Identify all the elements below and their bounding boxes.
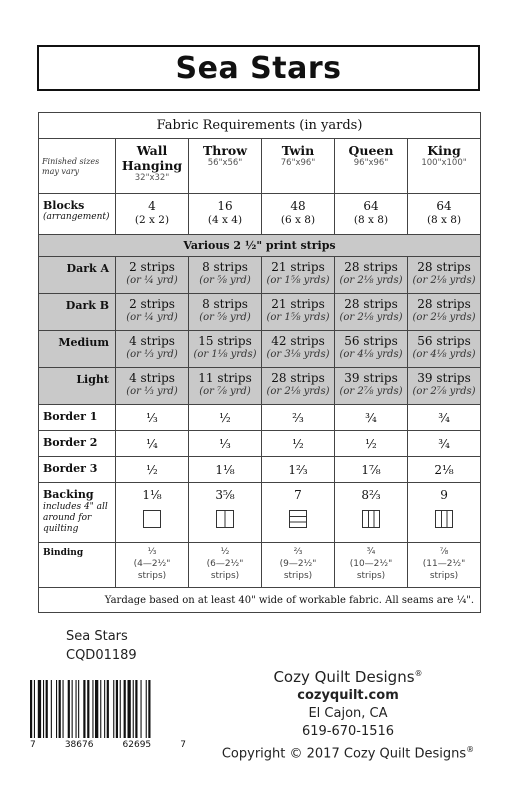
pattern-title: Sea Stars: [175, 50, 342, 86]
binding-label: Binding: [39, 543, 116, 588]
strip-cell: 28 strips (or 2⅛ yrds): [408, 294, 481, 331]
size-header: Twin 76"x96": [262, 139, 335, 194]
border-cell: ½: [335, 431, 408, 457]
backing-diagram-3-vertical: [435, 510, 453, 528]
border-cell: ¾: [408, 431, 481, 457]
strip-cell: 11 strips (or ⅞ yrd): [189, 368, 262, 405]
strip-row-label: Medium: [39, 331, 116, 368]
binding-cell: ¾ (10—2½" strips): [335, 543, 408, 588]
border-cell: 1⅛: [189, 457, 262, 483]
company-phone: 619-670-1516: [301, 724, 395, 739]
blocks-cell: 4 (2 x 2): [116, 194, 189, 235]
company-city: El Cajon, CA: [308, 706, 388, 721]
backing-cell: 7: [262, 483, 335, 543]
title-box: [37, 45, 480, 91]
company-name: Cozy Quilt Designs®: [273, 668, 423, 686]
border-cell: ⅔: [262, 405, 335, 431]
strip-cell: 4 strips (or ⅓ yrd): [116, 331, 189, 368]
strip-cell: 28 strips (or 2⅛ yrds): [335, 294, 408, 331]
backing-diagram-1-panel: [143, 510, 161, 528]
barcode: [30, 680, 186, 738]
strip-row-label: Dark B: [39, 294, 116, 331]
copyright: Copyright © 2017 Cozy Quilt Designs®: [221, 745, 475, 762]
various-strips-header: Various 2 ½" print strips: [39, 235, 481, 257]
border-cell: ¼: [116, 431, 189, 457]
border-cell: ¾: [335, 405, 408, 431]
strip-cell: 8 strips (or ⅝ yrd): [189, 294, 262, 331]
strip-cell: 2 strips (or ¼ yrd): [116, 294, 189, 331]
backing-cell: 9: [408, 483, 481, 543]
company-url: cozyquilt.com: [297, 688, 399, 703]
border-1-label: Border 1: [39, 405, 116, 431]
strip-cell: 15 strips (or 1⅛ yrds): [189, 331, 262, 368]
company-info: [218, 664, 478, 763]
binding-cell: ⅓ (4—2½" strips): [116, 543, 189, 588]
finished-sizes-note: Finished sizes may vary: [39, 139, 116, 194]
strip-cell: 56 strips (or 4⅛ yrds): [408, 331, 481, 368]
blocks-cell: 64 (8 x 8): [335, 194, 408, 235]
blocks-cell: 16 (4 x 4): [189, 194, 262, 235]
strip-cell: 8 strips (or ⅝ yrd): [189, 257, 262, 294]
barcode-digit-group: 7: [180, 740, 186, 750]
border-cell: ¾: [408, 405, 481, 431]
border-cell: ½: [189, 405, 262, 431]
strip-cell: 28 strips (or 2⅛ yrds): [335, 257, 408, 294]
border-cell: ½: [116, 457, 189, 483]
strip-cell: 28 strips (or 2⅛ yrds): [262, 368, 335, 405]
barcode-digit-group: 62695: [122, 740, 152, 750]
size-header: Wall Hanging 32"x32": [116, 139, 189, 194]
backing-diagram-3-horizontal: [289, 510, 307, 528]
backing-label: Backing includes 4" all around for quilting: [39, 483, 116, 543]
fabric-requirements-table: [38, 112, 481, 613]
size-header: Queen 96"x96": [335, 139, 408, 194]
border-cell: ⅓: [189, 431, 262, 457]
size-header: Throw 56"x56": [189, 139, 262, 194]
strip-cell: 56 strips (or 4⅛ yrds): [335, 331, 408, 368]
border-cell: 1⅞: [335, 457, 408, 483]
strip-row-label: Dark A: [39, 257, 116, 294]
table-caption: Fabric Requirements (in yards): [39, 113, 481, 139]
strip-row-label: Light: [39, 368, 116, 405]
strip-cell: 39 strips (or 2⅞ yrds): [408, 368, 481, 405]
barcode-digit-group: 38676: [64, 740, 94, 750]
blocks-label: Blocks (arrangement): [39, 194, 116, 235]
yardage-footnote: Yardage based on at least 40" wide of workable fabric. All seams are ¼".: [39, 588, 481, 613]
binding-cell: ½ (6—2½" strips): [189, 543, 262, 588]
strip-cell: 28 strips (or 2⅛ yrds): [408, 257, 481, 294]
pattern-code: CQD01189: [66, 648, 137, 663]
strip-cell: 2 strips (or ¼ yrd): [116, 257, 189, 294]
backing-cell: 8⅔: [335, 483, 408, 543]
border-3-label: Border 3: [39, 457, 116, 483]
strip-cell: 42 strips (or 3⅛ yrds): [262, 331, 335, 368]
backing-diagram-3-vertical: [362, 510, 380, 528]
blocks-cell: 64 (8 x 8): [408, 194, 481, 235]
border-2-label: Border 2: [39, 431, 116, 457]
barcode-digits: [30, 740, 186, 750]
pattern-name: Sea Stars: [66, 629, 128, 644]
border-cell: ⅓: [116, 405, 189, 431]
strip-cell: 21 strips (or 1⅝ yrds): [262, 257, 335, 294]
strip-cell: 21 strips (or 1⅝ yrds): [262, 294, 335, 331]
strip-cell: 4 strips (or ⅓ yrd): [116, 368, 189, 405]
pattern-info: [66, 627, 137, 665]
binding-cell: ⅔ (9—2½" strips): [262, 543, 335, 588]
blocks-cell: 48 (6 x 8): [262, 194, 335, 235]
backing-cell: 3⅝: [189, 483, 262, 543]
binding-cell: ⅞ (11—2½" strips): [408, 543, 481, 588]
size-header: King 100"x100": [408, 139, 481, 194]
backing-diagram-2-vertical: [216, 510, 234, 528]
strip-cell: 39 strips (or 2⅞ yrds): [335, 368, 408, 405]
border-cell: ½: [262, 431, 335, 457]
border-cell: 2⅛: [408, 457, 481, 483]
barcode-digit-group: 7: [30, 740, 36, 750]
backing-cell: 1⅛: [116, 483, 189, 543]
border-cell: 1⅔: [262, 457, 335, 483]
